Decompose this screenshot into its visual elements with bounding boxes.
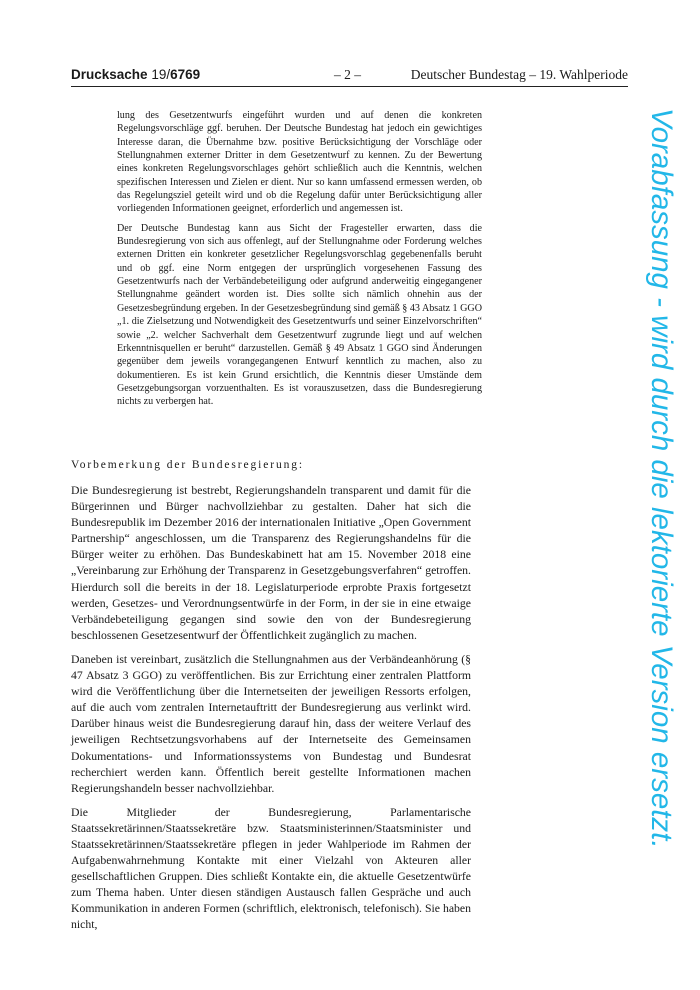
quoted-preamble bbox=[117, 109, 482, 415]
drucksache-number: 6769 bbox=[170, 67, 201, 82]
page-header bbox=[71, 67, 628, 87]
drucksache-label: Drucksache bbox=[71, 67, 148, 82]
drucksache-id bbox=[71, 67, 200, 82]
quote-paragraph: Der Deutsche Bundestag kann aus Sicht der Fragesteller erwarten, dass die Bundesregierung von sich aus offenlegt, auf der Stellungnahme oder Forderung welches externen Dritten ein konkreter gesetzlicher Regelungsvorschlag gegebenenfalls beruht und ob ggf. eine Norm entgegen der ursprünglich vorgesehenen Fassung des Gesetzentwurfs nach der Verbändebeteiligung oder aufgrund anderweitig eingegangener Stellungnahme geändert worden ist. Dies sollte sich nämlich ohnehin aus der Gesetzesbegründung ergeben. In der Gesetzesbegründung sind gemäß § 43 Absatz 1 GGO „1. die Zielsetzung und Notwendigkeit des Gesetzentwurfs und seiner Einzelvorschriften“ sowie „2. welcher Sachverhalt dem Gesetzentwurf zugrunde liegt und auf welchen Erkenntnisquellen er beruht“ darzustellen. Gemäß § 49 Absatz 1 GGO sind Änderungen gegenüber dem jeweils vorangegangenen Entwurf kenntlich zu machen, also zu dokumentieren. Es ist kein Grund ersichtlich, die Kenntnis dieser Umstände dem Gesetzgebungsorgan vorzuenthalten. Es ist vorauszusetzen, dass die Bundesregierung nichts zu verbergen hat. bbox=[117, 222, 482, 408]
section-heading: Vorbemerkung der Bundesregierung: bbox=[71, 459, 305, 471]
watermark bbox=[641, 108, 681, 908]
main-text bbox=[71, 458, 471, 942]
drucksache-number-prefix: 19/ bbox=[151, 67, 171, 82]
body-paragraph: Die Bundesregierung ist bestrebt, Regierungshandeln transparent und damit für die Bürgerinnen und Bürger nachvollziehbar zu gestalten. Daher hat sich die Bundesrepublik im Dezember 2016 der internationalen Initiative „Open Government Partnership“ angeschlossen, um die Transparenz des Regierungshandelns für die Bürger weiter zu erhöhen. Das Bundeskabinett hat am 15. November 2018 eine „Vereinbarung zur Erhöhung der Transparenz in Gesetzgebungsverfahren“ getroffen. Hierdurch soll die bereits in der 18. Legislaturperiode erprobte Praxis fortgesetzt werden, Gesetzes- und Verordnungsentwürfe in der Form, in der sie in eine etwaige Verbändebeteiligung gegangen sind sowie den von der Bundesregierung beschlossenen Gesetzesentwurf der Öffentlichkeit zugänglich zu machen. bbox=[71, 484, 471, 642]
quote-paragraph: lung des Gesetzentwurfs eingeführt wurden und auf denen die konkreten Regelungsvorschläge ggf. beruhen. Der Deutsche Bundestag hat jedoch ein gewichtiges Interesse daran, die Übernahme bzw. positive Berücksichtigung der Vorschläge oder Stellungnahmen externer Dritter in dem Gesetzentwurf zu kennen. Zu der Bewertung eines konkreten Regelungsvorschlages gehört schließlich auch die Kenntnis, welchen spezifischen Interessen und Zielen er dient. Nur so kann umfassend ermessen werden, ob das Regelungsziel geteilt wird und ob die Regelung dafür unter Berücksichtigung aller vorliegenden Informationen geeignet, erforderlich und angemessen ist. bbox=[117, 110, 482, 215]
header-rule bbox=[71, 86, 628, 87]
watermark-text: Vorabfassung - wird durch die lektorierte Version ersetzt. bbox=[645, 108, 678, 849]
publisher: Deutscher Bundestag – 19. Wahlperiode bbox=[410, 67, 628, 82]
body-paragraph: Die Mitglieder der Bundesregierung, Parlamentarische Staatssekretärinnen/Staatssekretäre bzw. Staatsministerinnen/Staatsminister und Staatssekretärinnen/Staatssekretäre pflegen in jeder Wahlperiode im Rahmen der Aufgabenwahrnehmung Kontakte mit einer Vielzahl von Akteuren aller gesellschaftlichen Gruppen. Dies schließt Kontakte ein, die aktuelle Gesetzentwürfe zum Thema haben. Unter diesen ständigen Austausch fallen Gespräche und auch Kommunikation in anderen Formen (schriftlich, elektronisch, telefonisch). Sie haben nicht, bbox=[71, 805, 471, 932]
page-number: – 2 – bbox=[334, 67, 361, 82]
body-paragraph: Daneben ist vereinbart, zusätzlich die Stellungnahmen aus der Verbändeanhörung (§ 47 Absatz 3 GGO) zu veröffentlichen. Bis zur Errichtung einer zentralen Plattform wird die Veröffentlichung über die Internetseiten der jeweiligen Ressorts erfolgen, auf die auch vom zentralen Internetauftritt der Bundesregierung aus verlinkt wird. Darüber hinaus weist die Bundesregierung darauf hin, dass der weitere Verlauf des jeweiligen Rechtsetzungsvorhabens auf der Internetseite des Gemeinsamen Dokumentations- und Informationssystems von Bundestag und Bundesrat recherchiert werden kann. Öffentlich bereit gestellte Informationen machen Regierungshandeln besser nachvollziehbar. bbox=[71, 652, 471, 795]
